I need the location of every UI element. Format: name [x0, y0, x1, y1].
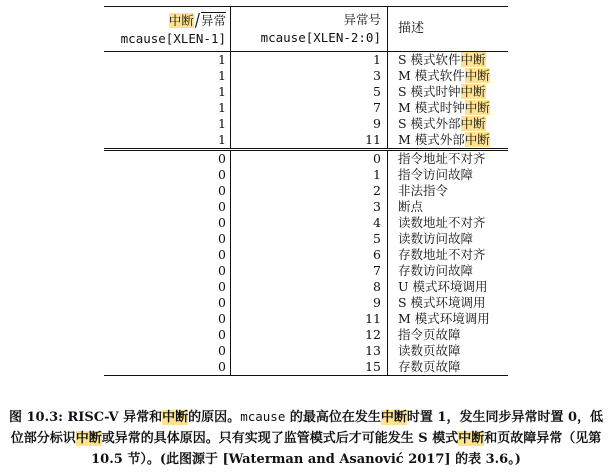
- exception-code-cell: 15: [231, 359, 388, 376]
- exception-row: [104, 151, 508, 167]
- exception-code-cell: 1: [231, 167, 388, 183]
- description-cell: 存数页故障: [398, 359, 461, 374]
- exception-code-cell: 0: [231, 151, 388, 167]
- exception-code-cell: 1: [231, 52, 388, 68]
- description-cell: [388, 68, 509, 84]
- interrupt-flag-cell: 0: [104, 263, 231, 279]
- exception-row: [104, 295, 508, 311]
- exception-row: [104, 359, 508, 376]
- description-cell: 断点: [398, 199, 424, 214]
- description-cell: U 模式环境调用: [398, 279, 488, 294]
- caption-part: 或异常的具体原因。只有实现了监管模式后才可能发生 S 模式: [101, 431, 459, 446]
- interrupt-row: [104, 52, 508, 68]
- exception-code-cell: 9: [231, 116, 388, 132]
- description-highlight: 中断: [464, 68, 490, 83]
- exception-row: [104, 215, 508, 231]
- description-cell: 指令地址不对齐: [398, 151, 486, 166]
- interrupt-flag-cell: 0: [104, 231, 231, 247]
- description-cell: M 模式环境调用: [398, 311, 490, 326]
- interrupt-flag-cell: 0: [104, 327, 231, 343]
- header-exception-label: 异常: [200, 12, 226, 28]
- header-interrupt-label: 中断: [168, 12, 194, 28]
- description-cell: S 模式环境调用: [398, 295, 486, 310]
- interrupt-flag-cell: 1: [104, 52, 231, 68]
- exception-row: [104, 167, 508, 183]
- description-text: S 模式时钟: [398, 84, 461, 99]
- mcause-table: [104, 6, 508, 376]
- caption-part: 的最高位在发生: [285, 410, 381, 425]
- exception-row: [104, 263, 508, 279]
- caption-part: 的原因。: [188, 410, 241, 425]
- rule-cell: [388, 376, 509, 377]
- description-cell: [388, 116, 509, 132]
- description-cell: 存数地址不对齐: [398, 247, 486, 262]
- exception-code-cell: 9: [231, 295, 388, 311]
- exception-row: [104, 343, 508, 359]
- caption-highlight: 中断: [380, 410, 407, 425]
- description-cell: [388, 100, 509, 116]
- exception-code-cell: 3: [231, 199, 388, 215]
- header-code-label: 异常号: [343, 12, 381, 27]
- description-text: S 模式外部: [398, 116, 461, 131]
- interrupt-row: [104, 100, 508, 116]
- description-cell: [388, 52, 509, 68]
- interrupt-flag-cell: 0: [104, 343, 231, 359]
- caption-part: 时置 1，发生同步异常时置 0，低位部分标识: [10, 410, 604, 446]
- description-cell: 存数访问故障: [398, 263, 474, 278]
- interrupt-flag-cell: 0: [104, 167, 231, 183]
- interrupt-flag-cell: 1: [104, 116, 231, 132]
- interrupt-row: [104, 84, 508, 100]
- caption-highlight: 中断: [162, 410, 189, 425]
- exception-code-cell: 5: [231, 84, 388, 100]
- exception-code-cell: 7: [231, 263, 388, 279]
- exception-code-cell: 2: [231, 183, 388, 199]
- caption-code: mcause: [240, 409, 286, 424]
- interrupt-flag-cell: 0: [104, 199, 231, 215]
- description-cell: 指令页故障: [398, 327, 461, 342]
- exception-code-cell: 11: [231, 132, 388, 150]
- interrupt-flag-cell: 0: [104, 359, 231, 376]
- description-text: M 模式软件: [398, 68, 465, 83]
- description-text: S 模式软件: [398, 52, 461, 67]
- exception-code-cell: 3: [231, 68, 388, 84]
- interrupt-flag-cell: 0: [104, 151, 231, 167]
- interrupt-row: [104, 68, 508, 84]
- description-text: M 模式外部: [398, 132, 465, 147]
- caption-part: 图 10.3: RISC-V 异常和: [8, 410, 163, 425]
- description-cell: 读数地址不对齐: [398, 215, 486, 230]
- header-mcause-msb: mcause[XLEN-1]: [120, 30, 226, 46]
- description-cell: 读数访问故障: [398, 231, 474, 246]
- exception-code-cell: 13: [231, 343, 388, 359]
- exception-code-cell: 4: [231, 215, 388, 231]
- interrupt-flag-cell: 0: [104, 311, 231, 327]
- interrupt-flag-cell: 0: [104, 183, 231, 199]
- rule-cell: [104, 376, 231, 377]
- header-description: 描述: [398, 21, 425, 36]
- interrupt-flag-cell: 1: [104, 68, 231, 84]
- exception-row: [104, 231, 508, 247]
- header-cell-code: [231, 7, 388, 52]
- header-mcause-low: mcause[XLEN-2:0]: [260, 30, 381, 45]
- exception-code-cell: 6: [231, 247, 388, 263]
- description-highlight: 中断: [460, 52, 486, 67]
- description-cell: [388, 132, 509, 150]
- caption-part: 和页故障异常（见第 10.5 节）。(此图源于 [Waterman and Asanović 2017] 的表 3.6。): [91, 431, 602, 467]
- description-cell: [388, 84, 509, 100]
- exception-row: [104, 183, 508, 199]
- description-highlight: 中断: [464, 132, 490, 147]
- caption-highlight: 中断: [458, 431, 485, 446]
- exception-row: [104, 327, 508, 343]
- description-cell: 指令访问故障: [398, 167, 474, 182]
- exception-code-cell: 5: [231, 231, 388, 247]
- description-highlight: 中断: [460, 84, 486, 99]
- exception-code-cell: 11: [231, 311, 388, 327]
- interrupt-flag-cell: 0: [104, 247, 231, 263]
- table-header-row: [104, 7, 508, 52]
- interrupt-flag-cell: 0: [104, 215, 231, 231]
- header-slash: /: [194, 8, 200, 31]
- exception-row: [104, 247, 508, 263]
- exception-row: [104, 311, 508, 327]
- description-text: M 模式时钟: [398, 100, 465, 115]
- exception-code-cell: 8: [231, 279, 388, 295]
- interrupt-row: [104, 116, 508, 132]
- description-cell: 非法指令: [398, 183, 449, 198]
- table-bottom-rule: [104, 376, 508, 377]
- exception-code-cell: 7: [231, 100, 388, 116]
- description-cell: 读数页故障: [398, 343, 461, 358]
- figure-caption: [8, 406, 604, 470]
- description-highlight: 中断: [464, 100, 490, 115]
- caption-highlight: 中断: [75, 431, 102, 446]
- interrupt-flag-cell: 1: [104, 84, 231, 100]
- interrupt-flag-cell: 0: [104, 279, 231, 295]
- interrupt-flag-cell: 1: [104, 132, 231, 150]
- rule-cell: [231, 376, 388, 377]
- description-highlight: 中断: [460, 116, 486, 131]
- header-cell-interrupt: [104, 7, 231, 52]
- interrupt-row: [104, 132, 508, 150]
- interrupt-flag-cell: 1: [104, 100, 231, 116]
- exception-row: [104, 279, 508, 295]
- exception-row: [104, 199, 508, 215]
- interrupt-flag-cell: 0: [104, 295, 231, 311]
- exception-code-cell: 12: [231, 327, 388, 343]
